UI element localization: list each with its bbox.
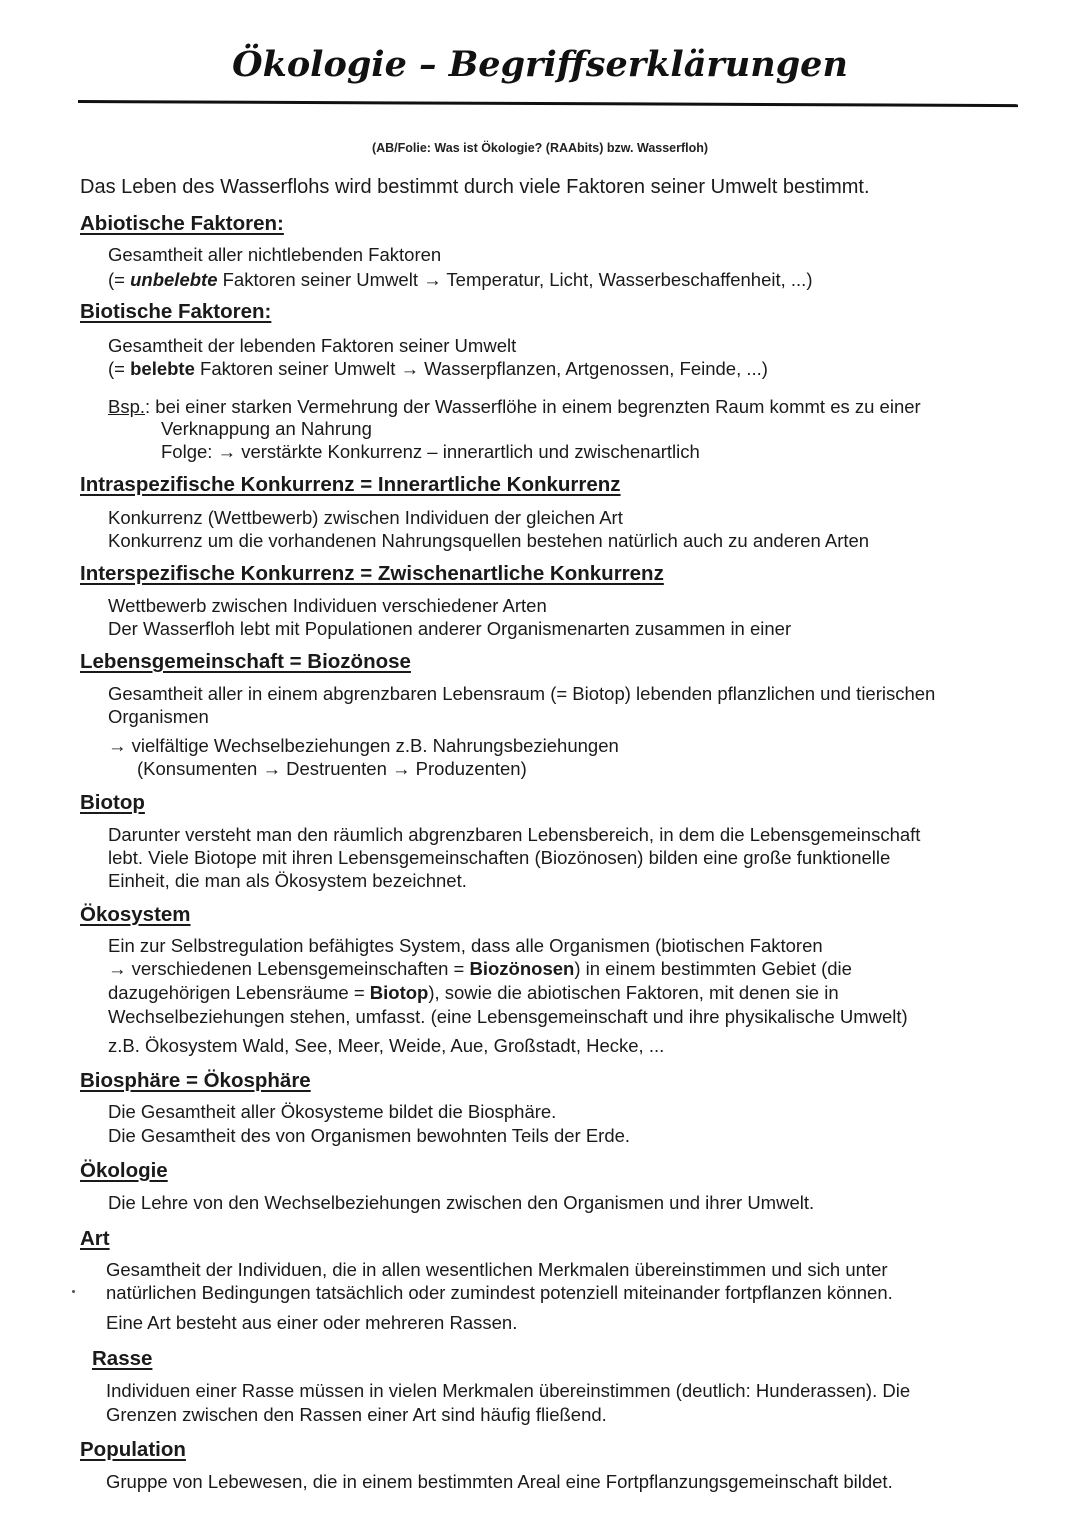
heading-oekologie: Ökologie: [80, 1159, 168, 1182]
beispiel-line-2: Verknappung an Nahrung: [161, 418, 372, 439]
inter-line-2: Der Wasserfloh lebt mit Populationen anderer Organismenarten zusammen in einer: [108, 618, 792, 639]
lebensgemeinschaft-line-1: Gesamtheit aller in einem abgrenzbaren Lebensraum (= Biotop) lebenden pflanzlichen und tierischen: [108, 683, 936, 704]
beispiel-line-3: Folge: → verstärkte Konkurrenz – innerartlich und zwischenartlich: [161, 441, 700, 462]
art-line-1: Gesamtheit der Individuen, die in allen wesentlichen Merkmalen übereinstimmen und sich unter: [106, 1259, 888, 1280]
oekosystem-line-3: dazugehörigen Lebensräume = Biotop), sowie die abiotischen Faktoren, mit denen sie in: [108, 982, 839, 1003]
biotop-line-3: Einheit, die man als Ökosystem bezeichnet.: [108, 870, 467, 891]
oekosystem-line-1: Ein zur Selbstregulation befähigtes System, dass alle Organismen (biotischen Faktoren: [108, 935, 823, 956]
rasse-line-1: Individuen einer Rasse müssen in vielen Merkmalen übereinstimmen (deutlich: Hunderassen). Die: [106, 1380, 911, 1401]
lebensgemeinschaft-line-3: → vielfältige Wechselbeziehungen z.B. Nahrungsbeziehungen: [108, 735, 619, 756]
intra-line-1: Konkurrenz (Wettbewerb) zwischen Individuen der gleichen Art: [108, 507, 623, 528]
heading-rasse: Rasse: [92, 1347, 153, 1370]
oekosystem-line-2: → verschiedenen Lebensgemeinschaften = Biozönosen) in einem bestimmten Gebiet (die: [108, 958, 852, 979]
heading-oekosystem: Ökosystem: [80, 903, 191, 926]
abiotisch-line-2: (= unbelebte Faktoren seiner Umwelt → Temperatur, Licht, Wasserbeschaffenheit, ...): [108, 269, 813, 290]
heading-intraspezifische-konkurrenz: Intraspezifische Konkurrenz = Innerartliche Konkurrenz: [80, 473, 621, 496]
biosphaere-line-1: Die Gesamtheit aller Ökosysteme bildet die Biosphäre.: [108, 1101, 557, 1122]
heading-biotische-faktoren: Biotische Faktoren:: [80, 300, 272, 323]
biotisch-line-1: Gesamtheit der lebenden Faktoren seiner Umwelt: [108, 335, 517, 356]
art-line-2: natürlichen Bedingungen tatsächlich oder zumindest potenziell miteinander fortpflanzen können.: [106, 1282, 893, 1303]
heading-population: Population: [80, 1438, 186, 1461]
abiotisch-line-1: Gesamtheit aller nichtlebenden Faktoren: [108, 244, 442, 265]
heading-biotop: Biotop: [80, 791, 145, 814]
lebensgemeinschaft-line-4: (Konsumenten → Destruenten → Produzenten): [137, 758, 527, 779]
population-line-1: Gruppe von Lebewesen, die in einem bestimmten Areal eine Fortpflanzungsgemeinschaft bildet.: [106, 1471, 893, 1492]
biotisch-line-2: (= belebte Faktoren seiner Umwelt → Wasserpflanzen, Artgenossen, Feinde, ...): [108, 358, 768, 379]
stray-mark: [72, 1290, 75, 1293]
oekosystem-line-4: Wechselbeziehungen stehen, umfasst. (eine Lebensgemeinschaft und ihre physikalische Umwelt): [108, 1006, 908, 1027]
oekologie-line-1: Die Lehre von den Wechselbeziehungen zwischen den Organismen und ihrer Umwelt.: [108, 1192, 815, 1213]
heading-interspezifische-konkurrenz: Interspezifische Konkurrenz = Zwischenartliche Konkurrenz: [80, 562, 664, 585]
rasse-line-2: Grenzen zwischen den Rassen einer Art sind häufig fließend.: [106, 1404, 607, 1425]
heading-art: Art: [80, 1227, 110, 1250]
art-line-3: Eine Art besteht aus einer oder mehreren Rassen.: [106, 1312, 518, 1333]
source-note: (AB/Folie: Was ist Ökologie? (RAAbits) bzw. Wasserfloh): [371, 141, 709, 155]
title-divider: [78, 100, 1018, 107]
heading-biosphaere: Biosphäre = Ökosphäre: [80, 1069, 311, 1092]
beispiel-line-1: Bsp.: bei einer starken Vermehrung der Wasserflöhe in einem begrenzten Raum kommt es zu einer: [108, 396, 921, 417]
page-title: Ökologie – Begriffserklärungen: [232, 44, 848, 85]
oekosystem-line-5: z.B. Ökosystem Wald, See, Meer, Weide, Aue, Großstadt, Hecke, ...: [108, 1035, 665, 1056]
intra-line-2: Konkurrenz um die vorhandenen Nahrungsquellen bestehen natürlich auch zu anderen Arten: [108, 530, 870, 551]
inter-line-1: Wettbewerb zwischen Individuen verschiedener Arten: [108, 595, 547, 616]
biosphaere-line-2: Die Gesamtheit des von Organismen bewohnten Teils der Erde.: [108, 1125, 631, 1146]
intro-text: Das Leben des Wasserflohs wird bestimmt durch viele Faktoren seiner Umwelt bestimmt.: [80, 176, 870, 198]
heading-lebensgemeinschaft: Lebensgemeinschaft = Biozönose: [80, 650, 411, 673]
biotop-line-2: lebt. Viele Biotope mit ihren Lebensgemeinschaften (Biozönosen) bilden eine große funktionelle: [108, 847, 891, 868]
biotop-line-1: Darunter versteht man den räumlich abgrenzbaren Lebensbereich, in dem die Lebensgemeinschaft: [108, 824, 921, 845]
heading-abiotische-faktoren: Abiotische Faktoren:: [80, 212, 284, 235]
lebensgemeinschaft-line-2: Organismen: [108, 706, 209, 727]
